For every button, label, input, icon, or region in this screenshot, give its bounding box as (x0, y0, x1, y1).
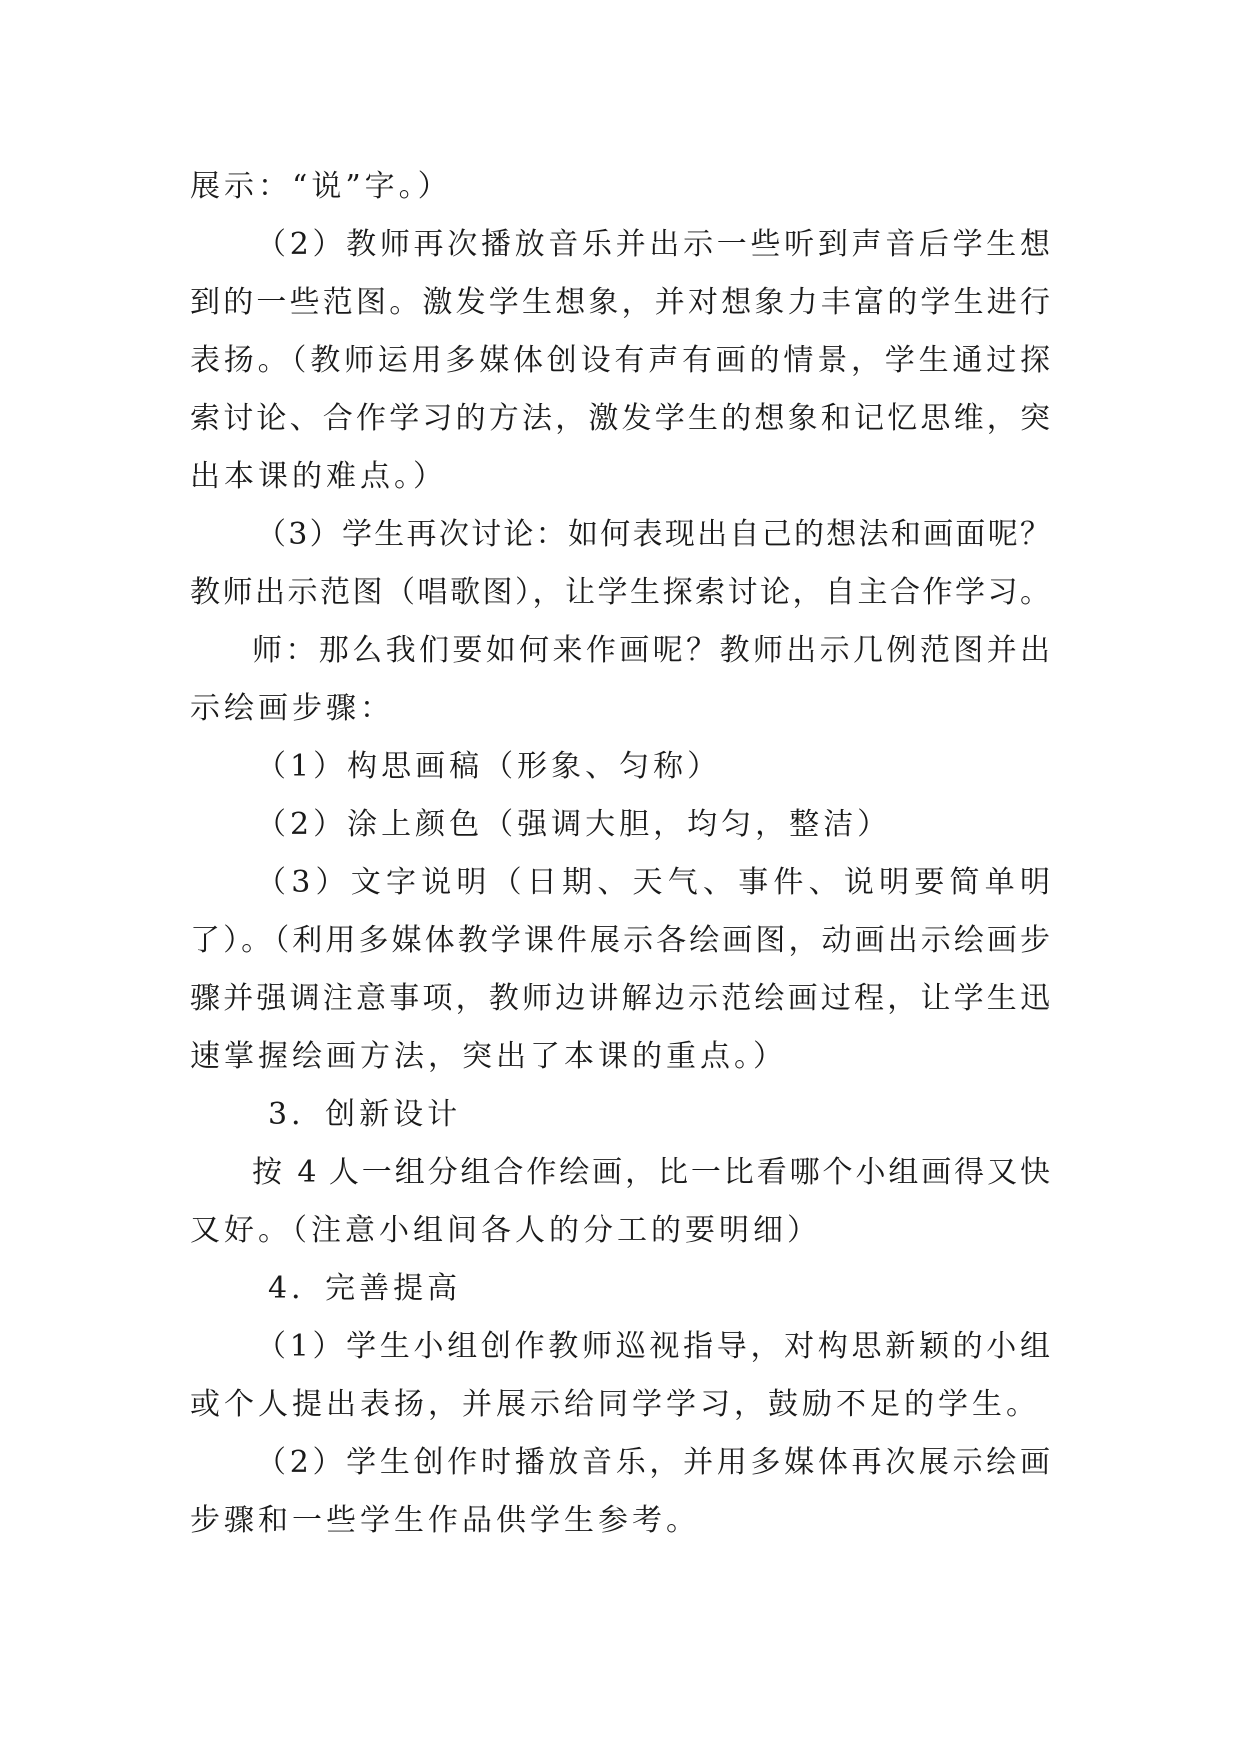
text-line: （2）涂上颜色（强调大胆，均匀，整洁） (256, 807, 892, 842)
text-line: 按 4 人一组分组合作绘画，比一比看哪个小组画得又快 (252, 1155, 1050, 1190)
text-line: 师：那么我们要如何来作画呢？教师出示几例范图并出 (252, 633, 1050, 668)
text-line: 索讨论、合作学习的方法，激发学生的想象和记忆思维，突 (190, 401, 1050, 436)
text-line: （2）学生创作时播放音乐，并用多媒体再次展示绘画 (256, 1445, 1050, 1480)
text-line: （2）教师再次播放音乐并出示一些听到声音后学生想 (256, 227, 1050, 262)
text-line: 又好。（注意小组间各人的分工的要明细） (190, 1213, 821, 1248)
text-line: 教师出示范图（唱歌图），让学生探索讨论，自主合作学习。 (190, 575, 1050, 610)
text-line: 示绘画步骤： (190, 691, 394, 726)
text-line: 步骤和一些学生作品供学生参考。 (190, 1503, 700, 1538)
text-line: 到的一些范图。激发学生想象，并对想象力丰富的学生进行 (190, 285, 1050, 320)
text-line: 速掌握绘画方法，突出了本课的重点。） (190, 1039, 787, 1074)
text-line: 骤并强调注意事项，教师边讲解边示范绘画过程，让学生迅 (190, 981, 1050, 1016)
text-line: 了）。（利用多媒体教学课件展示各绘画图，动画出示绘画步 (190, 923, 1050, 958)
text-line: （3）文字说明（日期、天气、事件、说明要简单明 (256, 865, 1050, 900)
text-line: 或个人提出表扬，并展示给同学学习，鼓励不足的学生。 (190, 1387, 1040, 1422)
section-heading: 3．创新设计 (268, 1097, 462, 1132)
text-line: 出本课的难点。） (190, 459, 447, 494)
document-body (190, 158, 1050, 1550)
text-line: 表扬。（教师运用多媒体创设有声有画的情景，学生通过探 (190, 343, 1050, 378)
text-line: （3）学生再次讨论：如何表现出自己的想法和画面呢？ (256, 517, 1050, 552)
section-heading: 4．完善提高 (268, 1271, 462, 1306)
text-line: （1）构思画稿（形象、匀称） (256, 749, 722, 784)
text-line: 展示：“说”字。） (190, 169, 452, 204)
text-line: （1）学生小组创作教师巡视指导，对构思新颖的小组 (256, 1329, 1050, 1364)
